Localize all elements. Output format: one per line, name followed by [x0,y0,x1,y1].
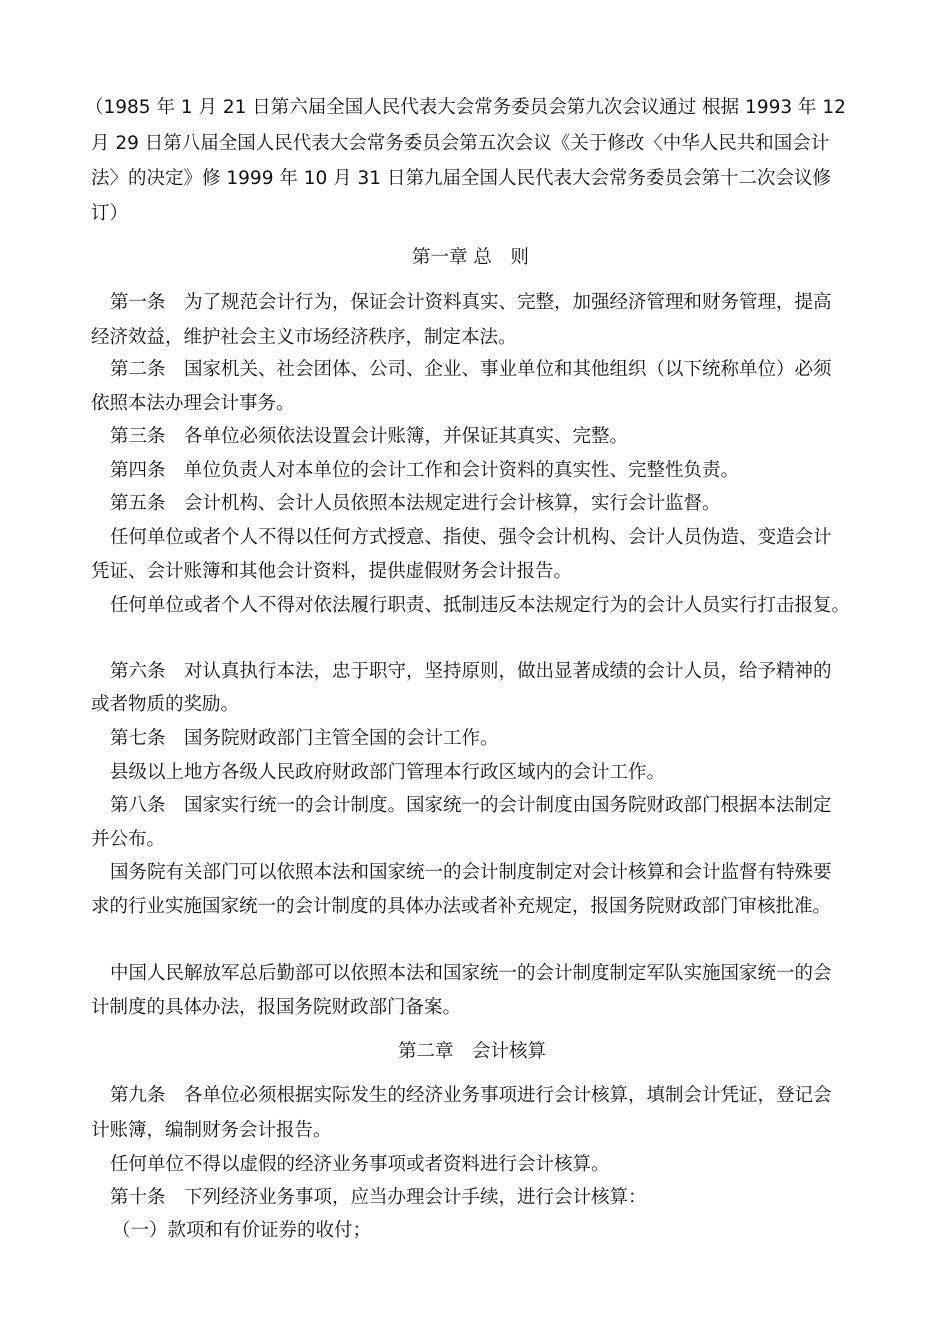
article-6-line-1: 第六条 对认真执行本法，忠于职守，坚持原则，做出显著成绩的会计人员，给予精神的 [110,661,832,682]
article-8-para-2-line-2: 求的行业实施国家统一的会计制度的具体办法或者补充规定，报国务院财政部门审核批准。 [91,896,832,917]
article-9-line-1: 第九条 各单位必须根据实际发生的经济业务事项进行会计核算，填制会计凭证，登记会 [110,1085,832,1106]
article-1-line-2: 经济效益，维护社会主义市场经济秩序，制定本法。 [91,327,517,348]
article-2-line-1: 第二条 国家机关、社会团体、公司、企业、事业单位和其他组织（以下统称单位）必须 [110,359,832,380]
article-5-para-3: 任何单位或者个人不得对依法履行职责、抵制违反本法规定行为的会计人员实行打击报复。 [110,595,851,616]
article-10-item-1: （一）款项和有价证券的收付； [112,1220,372,1241]
article-3: 第三条 各单位必须依法设置会计账簿，并保证其真实、完整。 [110,426,629,447]
article-8-para-3-line-1: 中国人民解放军总后勤部可以依照本法和国家统一的会计制度制定军队实施国家统一的会 [110,963,832,984]
article-8-line-2: 并公布。 [91,829,166,850]
article-1-line-1: 第一条 为了规范会计行为，保证会计资料真实、完整，加强经济管理和财务管理，提高 [110,292,832,313]
article-9-line-2: 计账簿，编制财务会计报告。 [91,1120,332,1141]
preamble-line-3: 法〉的决定》修 1999 年 10 月 31 日第九届全国人民代表大会常务委员会第十二次会议修 [91,168,831,189]
article-6-line-2: 或者物质的奖励。 [91,694,240,715]
article-7-para-2: 县级以上地方各级人民政府财政部门管理本行政区域内的会计工作。 [110,762,666,783]
article-8-para-3-line-2: 计制度的具体办法，报国务院财政部门备案。 [91,997,462,1018]
article-2-line-2: 依照本法办理会计事务。 [91,393,295,414]
chapter-2-title: 第二章 会计核算 [398,1041,547,1062]
article-5-para-2-line-1: 任何单位或者个人不得以任何方式授意、指使、强令会计机构、会计人员伪造、变造会计 [110,527,832,548]
chapter-1-title: 第一章 总 则 [412,247,529,268]
article-5-para-2-line-2: 凭证、会计账簿和其他会计资料，提供虚假财务会计报告。 [91,561,573,582]
article-5: 第五条 会计机构、会计人员依照本法规定进行会计核算，实行会计监督。 [110,493,721,514]
preamble-line-4: 订） [91,203,129,224]
article-4: 第四条 单位负责人对本单位的会计工作和会计资料的真实性、完整性负责。 [110,460,740,481]
article-9-para-2: 任何单位不得以虚假的经济业务事项或者资料进行会计核算。 [110,1154,610,1175]
preamble-line-1: （1985 年 1 月 21 日第六届全国人民代表大会常务委员会第九次会议通过 根据 1993 年 12 [85,97,846,118]
article-10: 第十条 下列经济业务事项，应当办理会计手续，进行会计核算： [110,1187,647,1208]
article-8-line-1: 第八条 国家实行统一的会计制度。国家统一的会计制度由国务院财政部门根据本法制定 [110,795,832,816]
article-8-para-2-line-1: 国务院有关部门可以依照本法和国家统一的会计制度制定对会计核算和会计监督有特殊要 [110,862,832,883]
article-7: 第七条 国务院财政部门主管全国的会计工作。 [110,728,499,749]
preamble-line-2: 月 29 日第八届全国人民代表大会常务委员会第五次会议《关于修改〈中华人民共和国会计 [91,133,830,154]
